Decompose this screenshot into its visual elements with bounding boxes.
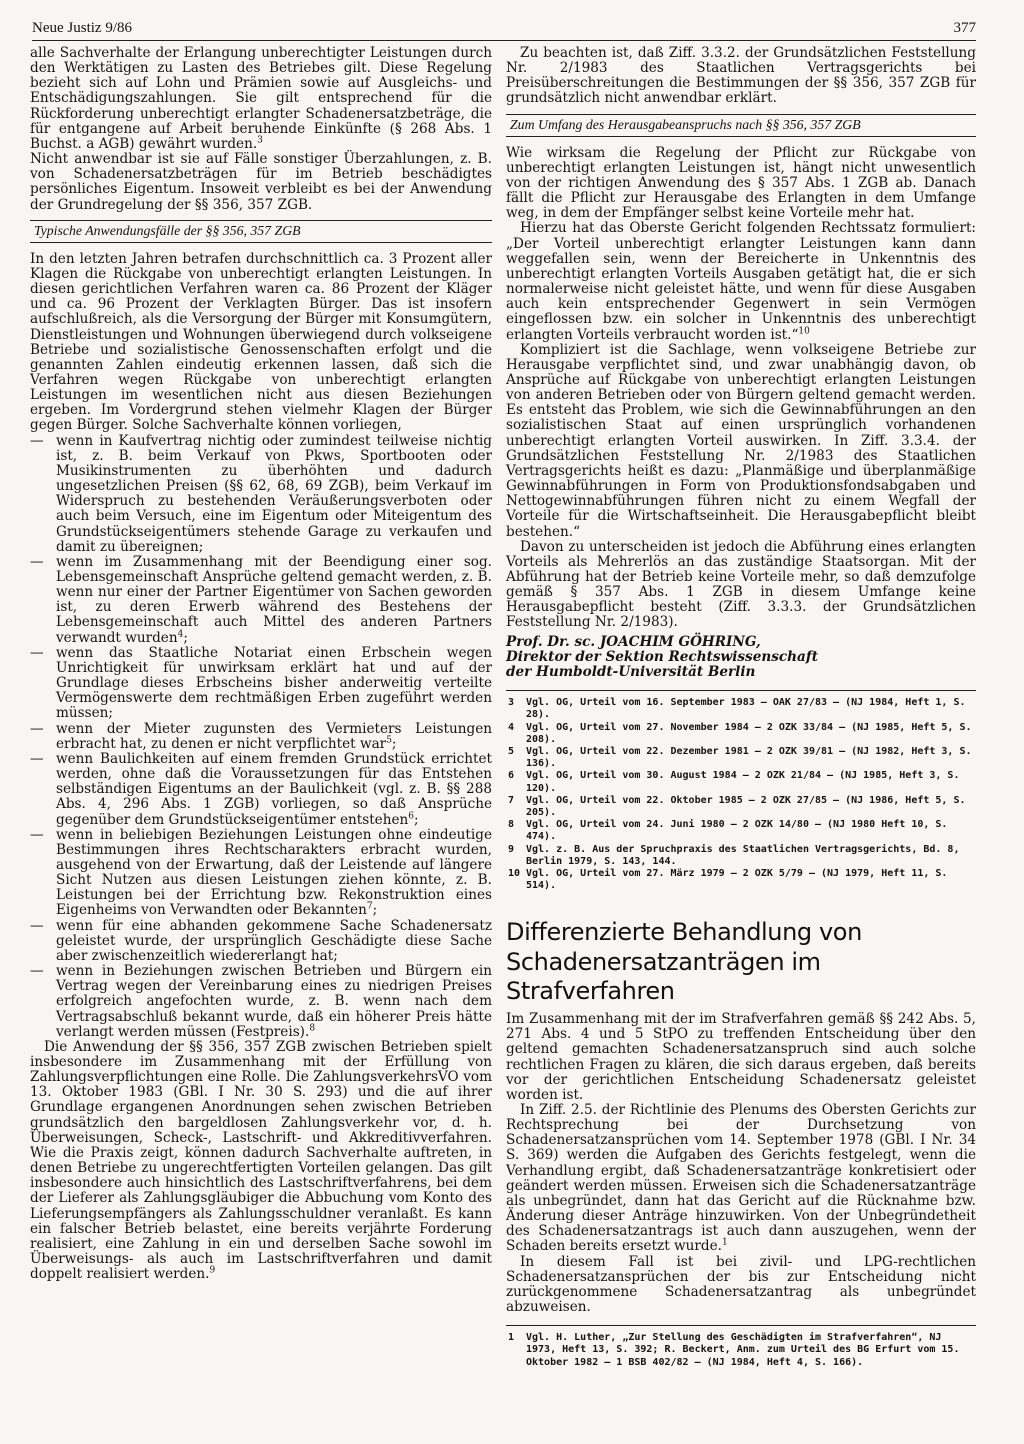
footnote-number: 9 <box>508 843 515 855</box>
footnote-number: 7 <box>508 794 515 806</box>
page-header <box>32 20 976 41</box>
footnote-text: Vgl. OG, Urteil vom 27. März 1979 — 2 OZK 5/79 — (NJ 1979, Heft 11, S. 514). <box>526 867 948 892</box>
footnote-number: 8 <box>508 819 515 831</box>
paragraph: Davon zu unterscheiden ist jedoch die Abführung eines erlangten Vorteils als Mehrerlös an das zuständige Staatsorgan. Mit der Abführung hat der Betrieb keine Vorteile mehr, so daß demzufolge gemäß § 357 Abs. 1 ZGB in diesem Umfange keine Herausgabepflicht besteht (Ziff. 3.3.3. der Grundsätzlichen Feststellung Nr. 2/1983). <box>506 538 976 631</box>
paragraph: Kompliziert ist die Sachlage, wenn volkseigene Betriebe zur Herausgabe verpflichtet sind, und zwar unabhängig davon, ob Ansprüche auf Rückgabe von unberechtigt erlangten Leistungen von anderen Betrieben oder von Bürgern geltend gemacht werden. Es entsteht das Problem, wie sich die Gewinnabführungen an den sozialistischen Staat auf einen ursprünglich vorhandenen unberechtigt erlangten Vorteil auswirken. In Ziff. 3.3.4. der Grundsätzlichen Feststellung Nr. 2/1983 des Staatlichen Vertragsgerichts heißt es dazu: „Planmäßige und überplanmäßige Gewinnabführungen in Form von Produktionsfondsabgaben und Nettogewinnabführungen führen nicht zu einem Wegfall der Vorteile für die Wirtschaftseinheit. Die Herausgabepflicht bleibt bestehen.“ <box>506 341 976 540</box>
list-item-tail: ; <box>414 811 419 828</box>
author-role: Direktor der Sektion Rechtswissenschaft <box>506 648 818 665</box>
footnote-ref: 4 <box>177 629 184 640</box>
footnote-ref: 6 <box>408 810 415 821</box>
footnote-text: Vgl. OG, Urteil vom 16. September 1983 — OAK 27/83 — (NJ 1984, Heft 1, S. 28). <box>526 697 966 721</box>
list-item <box>30 919 492 964</box>
paragraph: In Ziff. 2.5. der Richtlinie des Plenums des Obersten Gerichts zur Rechtsprechung bei der Durchsetzung von Schadenersatzansprüchen vom 14. September 1978 (GBl. I Nr. 34 S. 369) werden die Aufgaben des Gerichts festgelegt, wenn die Verhandlung ergibt, daß Schadenersatzanträge konkretisiert oder geändert werden müssen. Erweisen sich die Schadenersatzanträge als unbegründet, dann hat das Gericht auf die Rücknahme bzw. Änderung dieser Anträge hinzuwirken. Von der Unbegründetheit des Schadenersatzantrags ist auch dann auszugehen, wenn der Schaden bereits ersetzt wurde.$^1$ <box>506 1102 976 1255</box>
footnote-number: 4 <box>508 721 515 733</box>
journal-issue: Neue Justiz 9/86 <box>32 20 132 36</box>
section-heading: Typische Anwendungsfälle der §§ 356, 357 ZGB <box>30 220 492 243</box>
paragraph: Nicht anwendbar ist sie auf Fälle sonstiger Überzahlungen, z. B. von Schadenersatzbeträgen für im Betrieb beschädigtes persönliches Eigentum. Insoweit verbleibt es bei der Anwendung der Grundregelung der §§ 356, 357 ZGB. <box>30 151 492 213</box>
article-title: Differenzierte Behandlung von Schadenersatzanträgen im Strafverfahren <box>506 918 862 1005</box>
dash-bullet: — <box>30 826 44 843</box>
footnote <box>506 1332 976 1369</box>
footnote <box>506 819 976 843</box>
list-item-text: wenn Baulichkeiten auf einem fremden Grundstück errichtet werden, ohne daß die Voraussetzungen für das Entstehen selbständigen Eigentums an der Baulichkeit (vgl. z. B. §§ 288 Abs. 4, 296 Abs. 1 ZGB) vorliegen, so daß Ansprüche gegenüber dem Grundstückseigentümer entstehen <box>56 750 492 828</box>
paragraph: In den letzten Jahren betrafen durchschnittlich ca. 3 Prozent aller Klagen die Rückgabe von unberechtigt erlangten Leistungen. In diesen gerichtlichen Verfahren waren ca. 86 Prozent der Kläger und ca. 96 Prozent der Verklagten Bürger. Das ist insofern aufschlußreich, als die Versorgung der Bürger mit Konsumgütern, Dienstleistungen und Wohnungen überwiegend durch volkseigene Betriebe und sozialistische Genossenschaften erfolgt und die genannten Zahlen eindeutig erkennen lassen, daß sich die Verfahren wegen Rückgabe von unberechtigt erlangten Leistungen im wesentlichen nicht aus diesen Beziehungen ergeben. Im Vordergrund stehen vielmehr Klagen der Bürger gegen Bürger. Solche Sachverhalte können vorliegen, <box>30 250 492 434</box>
footnote <box>506 844 976 868</box>
footnote-number: 3 <box>508 697 515 709</box>
left-column <box>30 46 492 1282</box>
dash-bullet: — <box>30 963 44 980</box>
footnote-text: Vgl. OG, Urteil vom 22. Dezember 1981 — 2 OZK 39/81 — (NJ 1982, Heft 3, S. 136). <box>526 746 972 770</box>
right-column <box>506 46 976 1369</box>
footnote <box>506 770 976 794</box>
paragraph: Im Zusammenhang mit der im Strafverfahren gemäß §§ 242 Abs. 5, 271 Abs. 4 und 5 StPO zu treffenden Entscheidung über den geltend gemachten Schadenersatzanspruch sind auch solche rechtlichen Fragen zu klären, die sich daraus ergeben, daß bereits vor der gerichtlichen Entscheidung Schadenersatz geleistet worden ist. <box>506 1011 976 1103</box>
list-item-tail: ; <box>391 735 397 752</box>
list-item-tail: ; <box>183 629 188 646</box>
list-item-tail: ; <box>372 902 378 919</box>
list-item-text: wenn der Mieter zugunsten des Vermieters Leistungen erbracht hat, zu denen er nicht verpflichtet war <box>56 720 492 752</box>
dash-bullet: — <box>30 432 44 449</box>
footnote-ref: 7 <box>366 901 373 912</box>
list-item-text: wenn in beliebigen Beziehungen Leistungen ohne eindeutige Bestimmungen ihres Rechtscharakters erbracht wurden, ausgehend von der Erwartung, daß der Leistende auf längere Sicht Nutzen aus diesen Leistungen ziehen könnte, z. B. Leistungen bei der Errichtung bzw. Rekonstruktion eines Eigenheims von Verwandten oder Bekannten <box>56 826 492 919</box>
case-list <box>30 434 492 1040</box>
section-heading: Zum Umfang des Herausgabeanspruchs nach §§ 356, 357 ZGB <box>506 114 976 137</box>
footnote-number: 6 <box>508 770 515 782</box>
footnote <box>506 795 976 819</box>
dash-bullet: — <box>30 553 44 570</box>
list-item <box>30 722 492 752</box>
footnote <box>506 697 976 721</box>
list-item <box>30 555 492 646</box>
author-block <box>506 635 976 681</box>
footnote <box>506 722 976 746</box>
paragraph: Hierzu hat das Oberste Gericht folgenden Rechtssatz formuliert: „Der Vorteil unberechtigt erlangter Leistungen kann dann weggefallen sein, wenn der Bereicherte in Unkenntnis des unberechtigt erlangten Vorteils Ausgaben getätigt hat, die er sich normalerweise nicht geleistet hätte, und wenn für diese Ausgaben auch kein entsprechender Gegenwert in sein Vermögen eingeflossen bzw. ein solcher in Unkenntnis des unberechtigt erlangten Vorteils verbraucht worden ist.“$^{10}$ <box>506 220 976 343</box>
list-item-text: wenn im Zusammenhang mit der Beendigung einer sog. Lebensgemeinschaft Ansprüche geltend gemacht werden, z. B. wenn nur einer der Partner Eigentümer von Sachen geworden ist, zu deren Erwerb während des Bestehens der Lebensgemeinschaft auch Mittel des anderen Partners verwandt wurden <box>56 553 492 646</box>
paragraph: Zu beachten ist, daß Ziff. 3.3.2. der Grundsätzlichen Feststellung Nr. 2/1983 des Staatlichen Vertragsgerichts bei Preisüberschreitungen die Bestimmungen der §§ 356, 357 ZGB für grundsätzlich nicht anwendbar erklärt. <box>506 45 976 107</box>
footnote-text: Vgl. OG, Urteil vom 27. November 1984 — 2 OZK 33/84 — (NJ 1985, Heft 5, S. 208). <box>526 721 972 745</box>
footnote-text: Vgl. H. Luther, „Zur Stellung des Geschädigten im Strafverfahren“, NJ 1973, Heft 13, S. 392; R. Beckert, Anm. zum Urteil des BG Erfurt vom 15. Oktober 1982 — 1 BSB 402/82 — (NJ 1984, Heft 4, S. 166). <box>526 1332 960 1368</box>
footnote-text: Vgl. OG, Urteil vom 22. Oktober 1985 — 2 OZK 27/85 — (NJ 1986, Heft 5, S. 205). <box>526 794 966 818</box>
footnote-ref: 8 <box>309 1023 316 1034</box>
list-item <box>30 646 492 722</box>
dash-bullet: — <box>30 644 44 661</box>
footnote <box>506 746 976 770</box>
list-item-text: wenn in Beziehungen zwischen Betrieben und Bürgern ein Vertrag wegen der Vereinbarung eines zu niedrigen Preises erfolgreich angefochten wurde, z. B. wenn nach dem Vertragsabschluß bekannt wurde, daß ein höherer Preis hätte verlangt werden müssen (Festpreis). <box>56 963 492 1040</box>
author-affiliation: der Humboldt-Universität Berlin <box>506 664 756 681</box>
list-item-text: wenn für eine abhanden gekommene Sache Schadenersatz geleistet wurde, der ursprünglich Geschädigte diese Sache aber zwischenzeitlich wiedererlangt hat; <box>56 917 492 964</box>
footnote-ref: 5 <box>386 735 392 746</box>
footnote-text: Vgl. z. B. Aus der Spruchpraxis des Staatlichen Vertragsgerichts, Bd. 8, Berlin 1979, S. 143, 144. <box>526 843 960 867</box>
footnote-number: 1 <box>508 1332 515 1344</box>
list-item <box>30 828 492 919</box>
list-item <box>30 752 492 828</box>
list-item <box>30 964 492 1040</box>
dash-bullet: — <box>30 750 44 767</box>
author-name: Prof. Dr. sc. JOACHIM GÖHRING, <box>506 633 761 650</box>
footnote-number: 5 <box>508 746 515 758</box>
footnote <box>506 868 976 892</box>
footnote-number: 10 <box>508 867 521 879</box>
dash-bullet: — <box>30 720 44 737</box>
footnote-text: Vgl. OG, Urteil vom 30. August 1984 — 2 OZK 21/84 — (NJ 1985, Heft 3, S. 120). <box>526 770 960 794</box>
paragraph: In diesem Fall ist bei zivil- und LPG-rechtlichen Schadenersatzansprüchen der bis zur Entscheidung nicht zurückgenommene Schadenersatzantrag als unbegründet abzuweisen. <box>506 1253 976 1316</box>
footnote-text: Vgl. OG, Urteil vom 24. Juni 1980 — 2 OZK 14/80 — (NJ 1980 Heft 10, S. 474). <box>526 819 948 843</box>
list-item <box>30 434 492 555</box>
paragraph: Die Anwendung der §§ 356, 357 ZGB zwischen Betrieben spielt insbesondere im Zusammenhang mit der Erfüllung von Zahlungsverpflichtungen eine Rolle. Die ZahlungsverkehrsVO vom 13. Oktober 1983 (GBl. I Nr. 30 S. 293) und die auf ihrer Grundlage ergangenen Anordnungen sehen zwischen Betrieben grundsätzlich den bargeldlosen Zahlungsverkehr vor, d. h. Überweisungen, Scheck-, Lastschrift- und Akkreditivverfahren. Wie die Praxis zeigt, können dadurch Sachverhalte auftreten, in denen Betriebe zu ungerechtfertigten Vorteilen gelangen. Das gilt insbesondere auch hinsichtlich des Lastschriftverfahrens, bei dem der Lieferer als Zahlungsgläubiger die Abbuchung vom Konto des Lieferungsempfängers als Zahlungsschuldner veranlaßt. Es kann ein falscher Betrieb belastet, eine bereits verjährte Forderung realisiert, eine Zahlung in ein und derselben Sache sowohl im Überweisungs- als auch im Lastschriftverfahren und damit doppelt realisiert werden.$^9$ <box>30 1038 492 1283</box>
paragraph: alle Sachverhalte der Erlangung unberechtigter Leistungen durch den Werktätigen zu Lasten des Betriebes gilt. Diese Regelung bezieht sich auf Lohn und Prämien sowie auf Ausgleichs- und Entschädigungszahlungen. Sie gilt entsprechend für die Rückforderung unberechtigt erlangter Schadenersatzbeträge, die für entgangene auf Arbeit beruhende Einkünfte (§ 268 Abs. 1 Buchst. a AGB) gewährt wurden.$^3$ <box>30 45 492 152</box>
list-item-text: wenn das Staatliche Notariat einen Erbschein wegen Unrichtigkeit für unwirksam erklärt hat und auf der Grundlage dieses Erbscheins bisher anderweitig verteilte Vermögenswerte dem rechtmäßigen Erben zugeführt werden müssen; <box>56 644 492 722</box>
list-item-text: wenn in Kaufvertrag nichtig oder zumindest teilweise nichtig ist, z. B. beim Verkauf von Pkws, Sportbooten oder Musikinstrumenten zu überhöhten und dadurch ungesetzlichen Preisen (§§ 62, 68, 69 ZGB), beim Verkauf im Widerspruch zu bestehenden Veräußerungsverboten oder auch beim Versuch, eine im Eigentum oder Miteigentum des Grundstückseigentümers stehende Garage zu verkaufen und damit zu übereignen; <box>56 432 492 555</box>
page-number: 377 <box>953 20 976 36</box>
paragraph: Wie wirksam die Regelung der Pflicht zur Rückgabe von unberechtigt erlangten Leistungen ist, hängt nicht unwesentlich von der richtigen Anwendung des § 357 Abs. 1 ZGB ab. Danach fällt die Pflicht zur Herausgabe des Erlangten in dem Umfange weg, in dem der Empfänger selbst keine Vorteile mehr hat. <box>506 144 976 222</box>
dash-bullet: — <box>30 917 44 934</box>
footnotes <box>506 690 976 892</box>
article-footnote <box>506 1325 976 1369</box>
